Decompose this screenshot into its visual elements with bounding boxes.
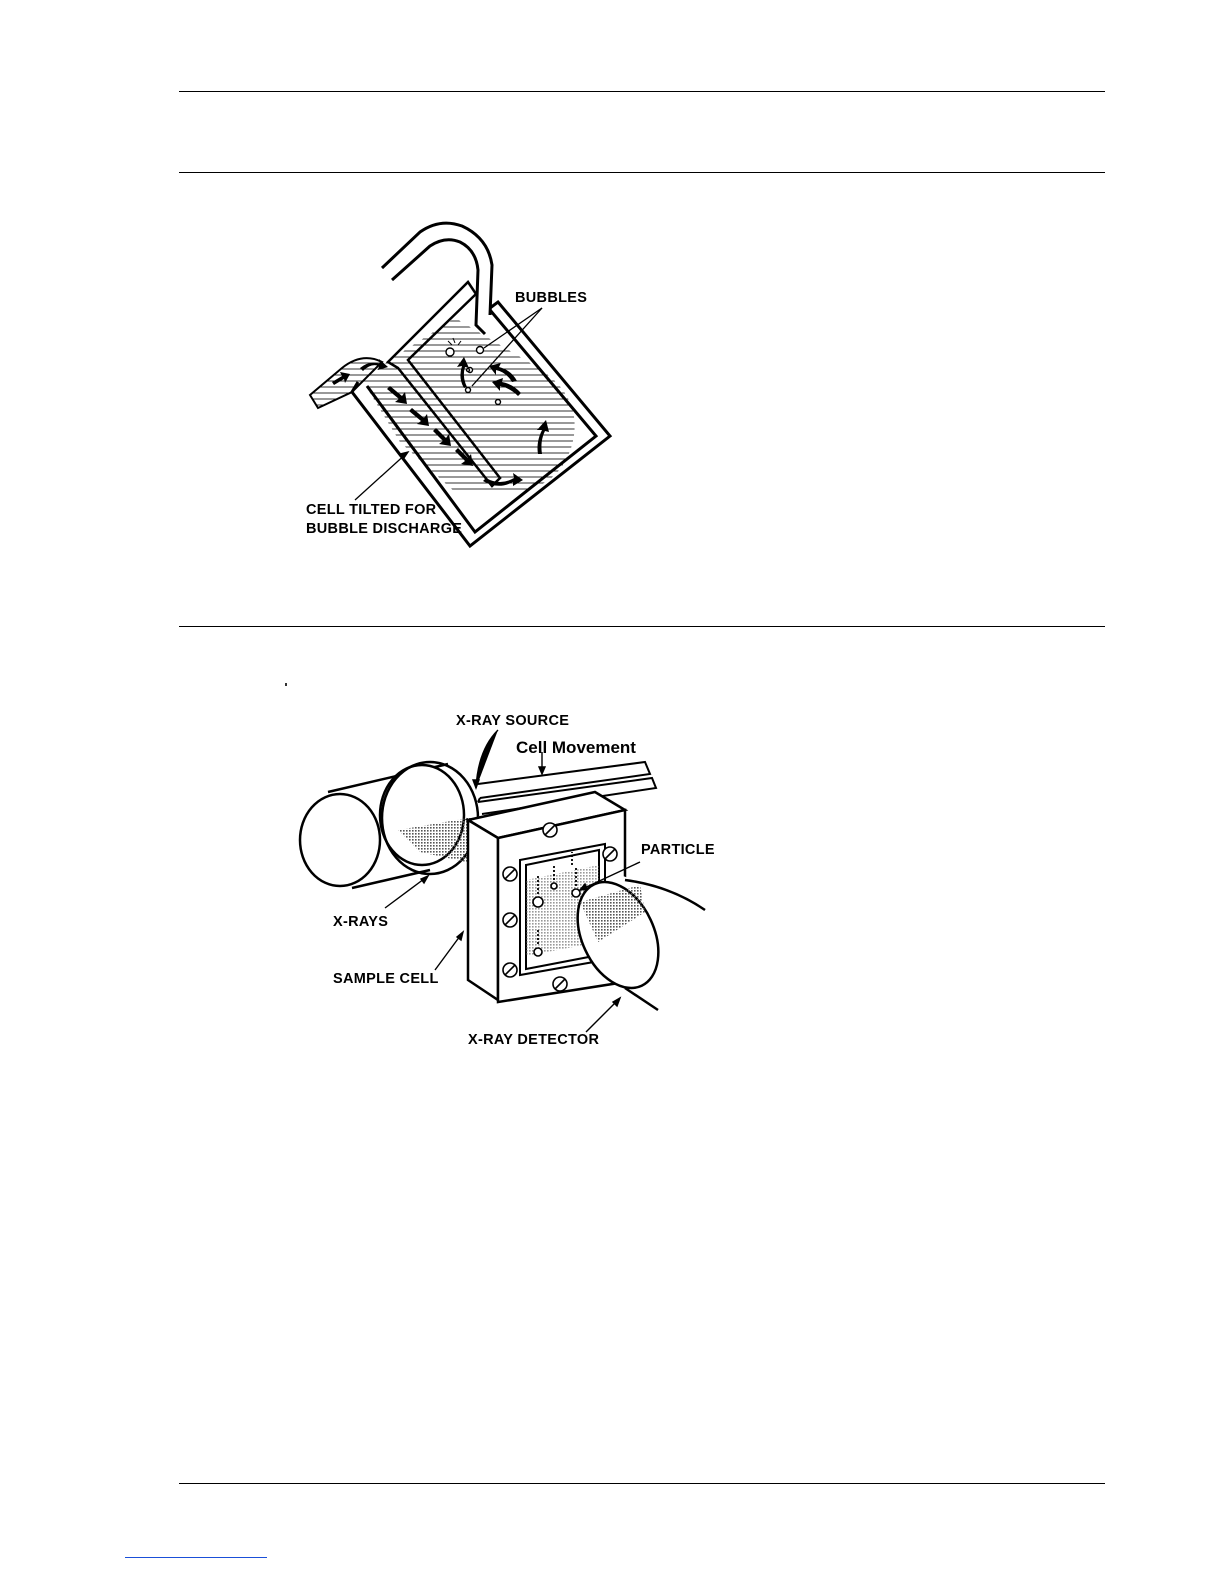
footer-rule — [179, 1483, 1105, 1484]
label-particle: PARTICLE — [641, 842, 715, 858]
label-xrays: X-RAYS — [333, 914, 389, 930]
header-rule-top — [179, 91, 1105, 92]
tilted-cell-diagram — [290, 210, 650, 560]
label-sample-cell: SAMPLE CELL — [333, 971, 439, 987]
liquid-fill — [350, 300, 610, 510]
header-rule-bottom — [179, 172, 1105, 173]
label-cell-movement: Cell Movement — [516, 738, 636, 757]
label-cell-tilted-2: BUBBLE DISCHARGE — [306, 521, 463, 537]
label-xray-detector: X-RAY DETECTOR — [468, 1032, 600, 1048]
section-divider — [179, 626, 1105, 627]
label-bubbles: BUBBLES — [515, 290, 588, 306]
label-xray-source: X-RAY SOURCE — [456, 713, 570, 729]
xray-cell-diagram — [280, 680, 750, 1065]
label-cell-tilted-1: CELL TILTED FOR — [306, 502, 437, 518]
figure-tilted-cell — [290, 210, 650, 560]
footer-link-underline[interactable] — [125, 1557, 267, 1558]
figure-xray-cell — [280, 680, 750, 1065]
